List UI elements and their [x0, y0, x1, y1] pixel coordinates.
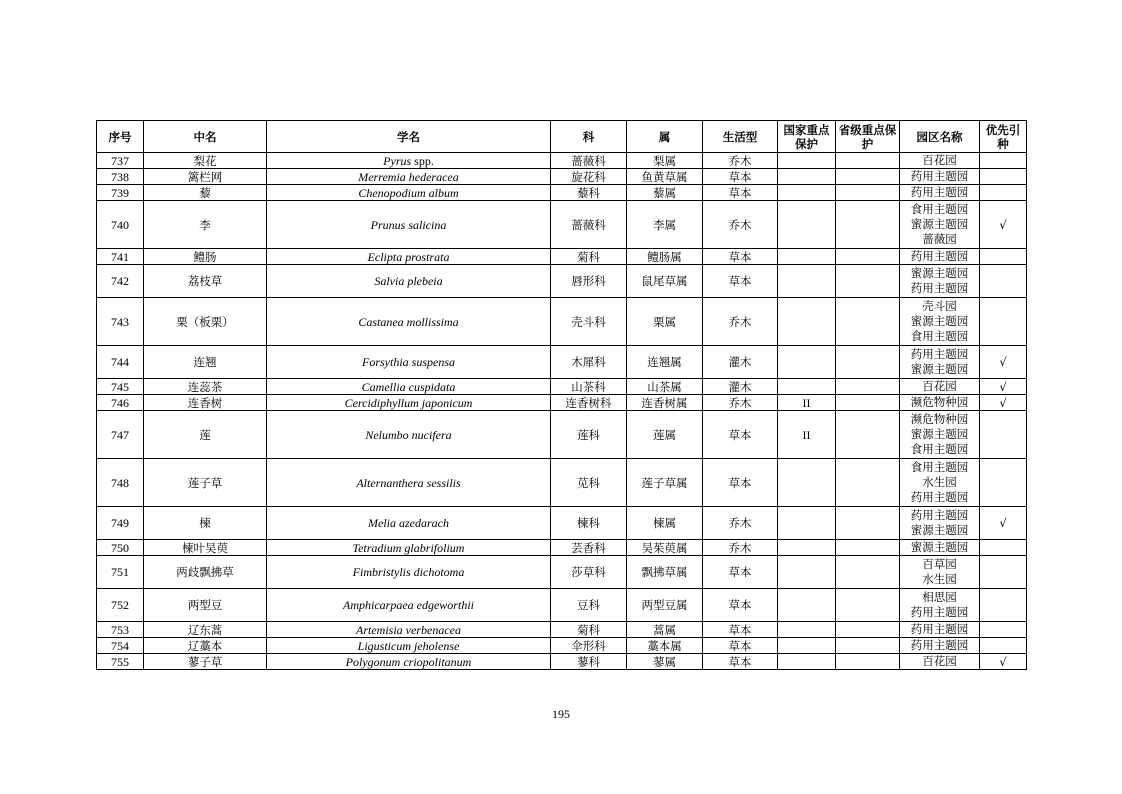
cell-priority [980, 169, 1027, 185]
cell-national-protection [778, 638, 836, 654]
garden-name: 濒危物种园 [910, 395, 969, 409]
header-garden-name: 园区名称 [900, 121, 980, 153]
cell-no: 748 [97, 459, 144, 507]
cell-scientific-name [267, 507, 551, 540]
cell-priority: √ [980, 346, 1027, 379]
cell-chinese-name: 连蕊茶 [144, 379, 267, 395]
cell-priority [980, 249, 1027, 265]
cell-genus: 鼠尾草属 [627, 265, 703, 298]
header-national-protection: 国家重点保护 [778, 121, 836, 153]
cell-priority: √ [980, 654, 1027, 670]
cell-family: 木犀科 [551, 346, 627, 379]
cell-garden-name [900, 395, 980, 411]
scientific-name-text: Pyrus [383, 153, 412, 168]
cell-no: 746 [97, 395, 144, 411]
cell-no: 754 [97, 638, 144, 654]
cell-chinese-name: 莲 [144, 411, 267, 459]
cell-genus: 吴茱萸属 [627, 540, 703, 556]
table-row [97, 459, 1027, 507]
cell-scientific-name [267, 249, 551, 265]
cell-chinese-name: 连翘 [144, 346, 267, 379]
table-row [97, 169, 1027, 185]
cell-family: 豆科 [551, 589, 627, 622]
cell-priority [980, 622, 1027, 638]
cell-genus: 鱼黄草属 [627, 169, 703, 185]
cell-national-protection [778, 153, 836, 169]
cell-family: 唇形科 [551, 265, 627, 298]
cell-chinese-name: 辽藁本 [144, 638, 267, 654]
table-row [97, 201, 1027, 249]
cell-genus: 两型豆属 [627, 589, 703, 622]
cell-life-form: 灌木 [703, 379, 778, 395]
cell-provincial-protection [836, 379, 900, 395]
cell-no: 742 [97, 265, 144, 298]
cell-garden-name [900, 540, 980, 556]
table-row [97, 379, 1027, 395]
garden-name: 药用主题园 [910, 605, 969, 619]
cell-provincial-protection [836, 654, 900, 670]
scientific-name-text: Prunus salicina [370, 217, 447, 232]
cell-life-form: 乔木 [703, 507, 778, 540]
cell-genus: 连翘属 [627, 346, 703, 379]
cell-provincial-protection [836, 169, 900, 185]
scientific-name-text: Melia azedarach [368, 516, 449, 530]
cell-garden-name [900, 411, 980, 459]
cell-national-protection [778, 265, 836, 298]
cell-garden-name [900, 185, 980, 201]
cell-provincial-protection [836, 346, 900, 379]
cell-chinese-name: 楝叶吴萸 [144, 540, 267, 556]
cell-genus: 莲属 [627, 411, 703, 459]
cell-garden-name [900, 556, 980, 589]
cell-life-form: 乔木 [703, 201, 778, 249]
cell-genus: 栗属 [627, 298, 703, 346]
garden-name: 蜜源主题园 [910, 266, 969, 280]
garden-name: 百草园 [922, 557, 957, 571]
cell-scientific-name [267, 379, 551, 395]
cell-national-protection [778, 589, 836, 622]
scientific-name-text: Tetradium glabrifolium [352, 540, 465, 555]
cell-garden-name [900, 622, 980, 638]
cell-provincial-protection [836, 638, 900, 654]
cell-garden-name [900, 654, 980, 670]
cell-chinese-name: 梨花 [144, 153, 267, 169]
garden-name: 药用主题园 [910, 622, 969, 636]
garden-name: 蜜源主题园 [910, 314, 969, 328]
garden-name: 蜜源主题园 [910, 362, 969, 376]
cell-chinese-name: 两歧飘拂草 [144, 556, 267, 589]
cell-national-protection [778, 622, 836, 638]
garden-name: 百花园 [922, 654, 957, 668]
cell-provincial-protection [836, 411, 900, 459]
table-row [97, 265, 1027, 298]
cell-provincial-protection [836, 459, 900, 507]
cell-family: 壳斗科 [551, 298, 627, 346]
header-priority: 优先引种 [980, 121, 1027, 153]
table-row [97, 395, 1027, 411]
cell-chinese-name: 荔枝草 [144, 265, 267, 298]
cell-national-protection [778, 540, 836, 556]
cell-no: 744 [97, 346, 144, 379]
cell-genus: 蓼属 [627, 654, 703, 670]
garden-name: 蜜源主题园 [910, 523, 969, 537]
cell-provincial-protection [836, 507, 900, 540]
garden-name: 相思园 [922, 590, 957, 604]
table-row [97, 540, 1027, 556]
cell-garden-name [900, 298, 980, 346]
table-row [97, 153, 1027, 169]
table-row [97, 411, 1027, 459]
cell-chinese-name: 连香树 [144, 395, 267, 411]
cell-scientific-name [267, 654, 551, 670]
cell-genus: 鳢肠属 [627, 249, 703, 265]
garden-name: 壳斗园 [922, 299, 957, 313]
table-row [97, 589, 1027, 622]
garden-name: 百花园 [922, 153, 957, 167]
scientific-name-text: Salvia plebeia [374, 274, 443, 288]
cell-chinese-name: 栗（板栗） [144, 298, 267, 346]
cell-scientific-name [267, 556, 551, 589]
cell-national-protection [778, 169, 836, 185]
cell-national-protection [778, 201, 836, 249]
scientific-name-text: Nelumbo nucifera [365, 427, 452, 442]
cell-garden-name [900, 201, 980, 249]
cell-chinese-name: 李 [144, 201, 267, 249]
cell-no: 753 [97, 622, 144, 638]
garden-name: 濒危物种园 [910, 412, 969, 426]
cell-no: 747 [97, 411, 144, 459]
scientific-name-text: Polygonum criopolitanum [345, 654, 472, 669]
cell-scientific-name [267, 185, 551, 201]
scientific-name-suffix: spp. [411, 153, 434, 168]
cell-provincial-protection [836, 622, 900, 638]
cell-provincial-protection [836, 201, 900, 249]
cell-genus: 楝属 [627, 507, 703, 540]
cell-priority [980, 185, 1027, 201]
cell-national-protection [778, 249, 836, 265]
cell-family: 菊科 [551, 622, 627, 638]
cell-family: 莎草科 [551, 556, 627, 589]
cell-national-protection [778, 298, 836, 346]
table-row [97, 298, 1027, 346]
header-chinese-name: 中名 [144, 121, 267, 153]
scientific-name-text: Castanea mollissima [358, 314, 459, 329]
garden-name: 食用主题园 [910, 329, 969, 343]
header-family: 科 [551, 121, 627, 153]
cell-life-form: 草本 [703, 185, 778, 201]
header-genus: 属 [627, 121, 703, 153]
cell-family: 旋花科 [551, 169, 627, 185]
cell-genus: 藜属 [627, 185, 703, 201]
cell-chinese-name: 两型豆 [144, 589, 267, 622]
scientific-name-text: Ligusticum jeholense [357, 638, 460, 653]
cell-life-form: 草本 [703, 411, 778, 459]
garden-name: 药用主题园 [910, 185, 969, 199]
cell-chinese-name: 辽东蒿 [144, 622, 267, 638]
cell-life-form: 乔木 [703, 298, 778, 346]
garden-name: 药用主题园 [910, 638, 969, 652]
garden-name: 药用主题园 [910, 249, 969, 263]
garden-name: 水生园 [922, 572, 957, 586]
cell-genus: 飘拂草属 [627, 556, 703, 589]
cell-national-protection [778, 379, 836, 395]
scientific-name-text: Merremia hederacea [358, 169, 459, 184]
cell-national-protection [778, 507, 836, 540]
cell-no: 750 [97, 540, 144, 556]
cell-family: 楝科 [551, 507, 627, 540]
cell-garden-name [900, 379, 980, 395]
cell-priority [980, 411, 1027, 459]
garden-name: 水生园 [922, 475, 957, 489]
scientific-name-text: Fimbristylis dichotoma [352, 565, 465, 579]
cell-life-form: 草本 [703, 638, 778, 654]
cell-no: 738 [97, 169, 144, 185]
garden-name: 蜜源主题园 [910, 427, 969, 441]
garden-name: 药用主题园 [910, 508, 969, 522]
cell-family: 苋科 [551, 459, 627, 507]
cell-no: 743 [97, 298, 144, 346]
cell-family: 莲科 [551, 411, 627, 459]
scientific-name-text: Amphicarpaea edgeworthii [343, 598, 474, 612]
cell-scientific-name [267, 459, 551, 507]
cell-chinese-name: 藜 [144, 185, 267, 201]
cell-chinese-name: 篱栏网 [144, 169, 267, 185]
cell-scientific-name [267, 540, 551, 556]
cell-provincial-protection [836, 249, 900, 265]
cell-garden-name [900, 507, 980, 540]
cell-garden-name [900, 346, 980, 379]
header-provincial-protection: 省级重点保护 [836, 121, 900, 153]
garden-name: 蔷薇园 [922, 232, 957, 246]
cell-priority: √ [980, 395, 1027, 411]
cell-family: 蓼科 [551, 654, 627, 670]
cell-family: 芸香科 [551, 540, 627, 556]
garden-name: 蜜源主题园 [910, 217, 969, 231]
cell-priority [980, 153, 1027, 169]
cell-genus: 藁本属 [627, 638, 703, 654]
cell-chinese-name: 鳢肠 [144, 249, 267, 265]
scientific-name-text: Cercidiphyllum japonicum [344, 395, 473, 410]
cell-priority [980, 540, 1027, 556]
cell-life-form: 草本 [703, 556, 778, 589]
table-row [97, 249, 1027, 265]
cell-priority [980, 298, 1027, 346]
cell-provincial-protection [836, 153, 900, 169]
cell-garden-name [900, 169, 980, 185]
cell-genus: 莲子草属 [627, 459, 703, 507]
cell-priority [980, 638, 1027, 654]
cell-garden-name [900, 638, 980, 654]
cell-no: 755 [97, 654, 144, 670]
cell-chinese-name: 蓼子草 [144, 654, 267, 670]
cell-garden-name [900, 589, 980, 622]
garden-name: 药用主题园 [910, 347, 969, 361]
cell-genus: 梨属 [627, 153, 703, 169]
cell-provincial-protection [836, 185, 900, 201]
scientific-name-text: Alternanthera sessilis [356, 475, 461, 490]
table-row [97, 346, 1027, 379]
cell-no: 745 [97, 379, 144, 395]
cell-priority [980, 556, 1027, 589]
cell-national-protection [778, 556, 836, 589]
cell-provincial-protection [836, 395, 900, 411]
cell-no: 741 [97, 249, 144, 265]
scientific-name-text: Forsythia suspensa [362, 355, 455, 369]
cell-family: 菊科 [551, 249, 627, 265]
cell-no: 749 [97, 507, 144, 540]
table-row [97, 507, 1027, 540]
cell-life-form: 草本 [703, 589, 778, 622]
cell-scientific-name [267, 169, 551, 185]
cell-garden-name [900, 265, 980, 298]
cell-life-form: 草本 [703, 459, 778, 507]
species-table [96, 120, 1027, 670]
cell-no: 752 [97, 589, 144, 622]
table-row [97, 622, 1027, 638]
garden-name: 食用主题园 [910, 442, 969, 456]
cell-provincial-protection [836, 556, 900, 589]
cell-priority: √ [980, 507, 1027, 540]
cell-national-protection [778, 459, 836, 507]
cell-family: 藜科 [551, 185, 627, 201]
cell-national-protection: II [778, 395, 836, 411]
cell-genus: 李属 [627, 201, 703, 249]
cell-priority [980, 589, 1027, 622]
cell-provincial-protection [836, 540, 900, 556]
cell-no: 751 [97, 556, 144, 589]
cell-scientific-name [267, 298, 551, 346]
scientific-name-text: Chenopodium album [358, 185, 459, 200]
table-body [97, 153, 1027, 670]
scientific-name-text: Artemisia verbenacea [356, 622, 461, 637]
cell-genus: 连香树属 [627, 395, 703, 411]
cell-priority: √ [980, 201, 1027, 249]
garden-name: 药用主题园 [910, 490, 969, 504]
cell-national-protection [778, 654, 836, 670]
cell-scientific-name [267, 622, 551, 638]
cell-life-form: 灌木 [703, 346, 778, 379]
cell-life-form: 草本 [703, 265, 778, 298]
cell-life-form: 草本 [703, 654, 778, 670]
cell-garden-name [900, 153, 980, 169]
table-row [97, 185, 1027, 201]
cell-no: 739 [97, 185, 144, 201]
cell-priority: √ [980, 379, 1027, 395]
cell-family: 蔷薇科 [551, 201, 627, 249]
cell-life-form: 乔木 [703, 395, 778, 411]
cell-life-form: 乔木 [703, 540, 778, 556]
cell-family: 山茶科 [551, 379, 627, 395]
cell-national-protection [778, 185, 836, 201]
cell-scientific-name [267, 153, 551, 169]
cell-national-protection: II [778, 411, 836, 459]
garden-name: 药用主题园 [910, 281, 969, 295]
cell-garden-name [900, 249, 980, 265]
cell-chinese-name: 莲子草 [144, 459, 267, 507]
page-number: 195 [552, 707, 570, 721]
cell-garden-name [900, 459, 980, 507]
garden-name: 药用主题园 [910, 169, 969, 183]
cell-family: 连香树科 [551, 395, 627, 411]
cell-scientific-name [267, 411, 551, 459]
cell-priority [980, 459, 1027, 507]
cell-scientific-name [267, 346, 551, 379]
cell-scientific-name [267, 638, 551, 654]
garden-name: 食用主题园 [910, 202, 969, 216]
header-life-form: 生活型 [703, 121, 778, 153]
header-scientific-name: 学名 [267, 121, 551, 153]
garden-name: 百花园 [922, 379, 957, 393]
table-row [97, 556, 1027, 589]
scientific-name-text: Camellia cuspidata [361, 379, 456, 394]
cell-no: 737 [97, 153, 144, 169]
cell-family: 蔷薇科 [551, 153, 627, 169]
cell-no: 740 [97, 201, 144, 249]
table-row [97, 638, 1027, 654]
cell-life-form: 草本 [703, 249, 778, 265]
cell-scientific-name [267, 589, 551, 622]
cell-scientific-name [267, 265, 551, 298]
garden-name: 食用主题园 [910, 460, 969, 474]
cell-provincial-protection [836, 265, 900, 298]
cell-chinese-name: 楝 [144, 507, 267, 540]
garden-name: 蜜源主题园 [910, 540, 969, 554]
cell-scientific-name [267, 201, 551, 249]
header-no: 序号 [97, 121, 144, 153]
cell-life-form: 草本 [703, 169, 778, 185]
cell-life-form: 草本 [703, 622, 778, 638]
scientific-name-text: Eclipta prostrata [367, 249, 450, 264]
cell-provincial-protection [836, 589, 900, 622]
table-header-row [97, 121, 1027, 153]
cell-genus: 蒿属 [627, 622, 703, 638]
cell-genus: 山茶属 [627, 379, 703, 395]
cell-family: 伞形科 [551, 638, 627, 654]
cell-national-protection [778, 346, 836, 379]
cell-life-form: 乔木 [703, 153, 778, 169]
cell-provincial-protection [836, 298, 900, 346]
cell-priority [980, 265, 1027, 298]
cell-scientific-name [267, 395, 551, 411]
table-row [97, 654, 1027, 670]
